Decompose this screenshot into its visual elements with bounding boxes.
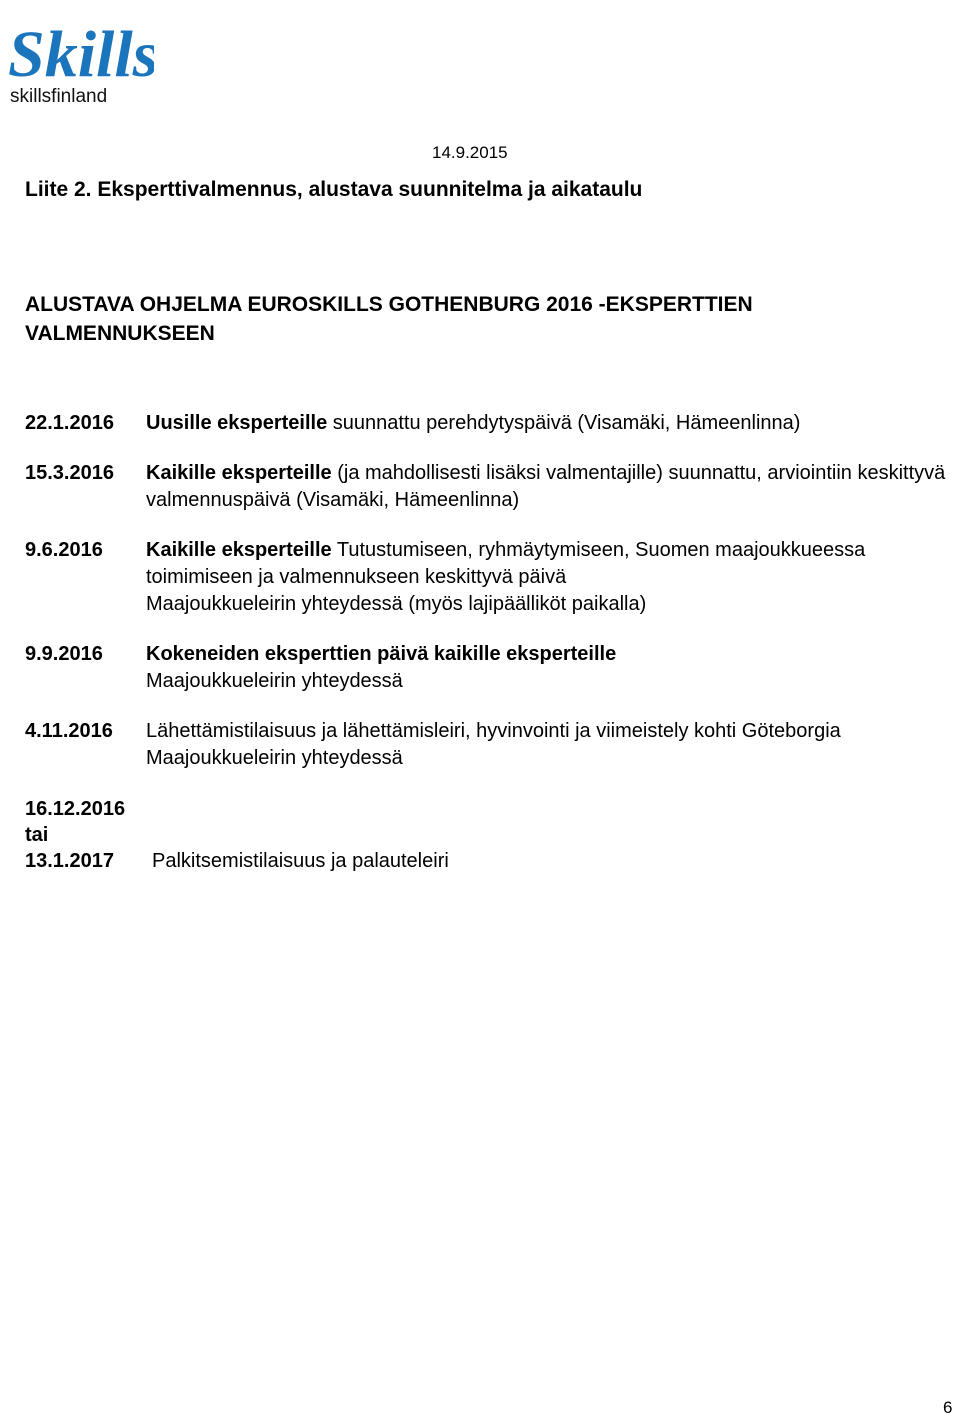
schedule-line-2: Maajoukkueleirin yhteydessä — [146, 670, 403, 692]
schedule-text: Tutustumiseen, ryhmäytymiseen, Suomen maajoukkueessa toimimiseen ja valmennukseen keskittyvä päivä — [146, 539, 866, 588]
final-description: Palkitsemistilaisuus ja palauteleiri — [152, 850, 449, 872]
schedule-date: 15.3.2016 — [25, 462, 114, 484]
final-date-2: 13.1.2017 — [25, 850, 114, 872]
schedule-description — [146, 410, 955, 437]
schedule-highlight: Kokeneiden eksperttien päivä kaikille eksperteille — [146, 643, 617, 665]
final-schedule-item — [25, 796, 449, 874]
schedule-item — [25, 641, 955, 695]
schedule-text: suunnattu perehdytyspäivä (Visamäki, Hämeenlinna) — [327, 412, 801, 434]
schedule-item — [25, 718, 955, 772]
schedule-text: (ja mahdollisesti lisäksi valmentajille) suunnattu, arviointiin keskittyvä valmennuspäivä (Visamäki, Hämeenlinna) — [146, 462, 946, 511]
logo-wordmark: skillsfinland — [10, 86, 108, 107]
attachment-title: Liite 2. Eksperttivalmennus, alustava suunnitelma ja aikataulu — [25, 178, 643, 201]
schedule-date: 22.1.2016 — [25, 412, 114, 434]
schedule-highlight: Kaikille eksperteille — [146, 462, 332, 484]
schedule-item — [25, 460, 955, 514]
logo-script-text: Skills — [8, 18, 154, 91]
schedule-date: 9.9.2016 — [25, 643, 103, 665]
schedule-text: Lähettämistilaisuus ja lähettämisleiri, hyvinvointi ja viimeistely kohti Göteborgia — [146, 720, 841, 742]
schedule-description — [146, 641, 955, 695]
schedule-description — [146, 460, 955, 514]
schedule-line-2: Maajoukkueleirin yhteydessä — [146, 747, 403, 769]
program-title: ALUSTAVA OHJELMA EUROSKILLS GOTHENBURG 2016 -EKSPERTTIEN VALMENNUKSEEN — [25, 293, 753, 345]
schedule-item — [25, 410, 955, 437]
schedule-highlight: Uusille eksperteille — [146, 412, 328, 434]
final-date-1: 16.12.2016 — [25, 798, 126, 820]
schedule-line — [146, 537, 955, 591]
document-date: 14.9.2015 — [432, 143, 508, 162]
final-connector: tai — [25, 824, 49, 846]
schedule-date: 9.6.2016 — [25, 539, 103, 561]
schedule-description — [146, 718, 955, 772]
schedule-highlight: Kaikille eksperteille — [146, 539, 332, 561]
page-number: 6 — [943, 1398, 953, 1417]
schedule-date: 4.11.2016 — [25, 720, 113, 742]
skills-finland-logo — [4, 4, 154, 116]
schedule-line-2: Maajoukkueleirin yhteydessä (myös lajipäälliköt paikalla) — [146, 593, 647, 615]
schedule-list — [25, 410, 955, 772]
schedule-description — [146, 537, 955, 618]
logo-mark — [4, 4, 154, 116]
schedule-item — [25, 537, 955, 618]
